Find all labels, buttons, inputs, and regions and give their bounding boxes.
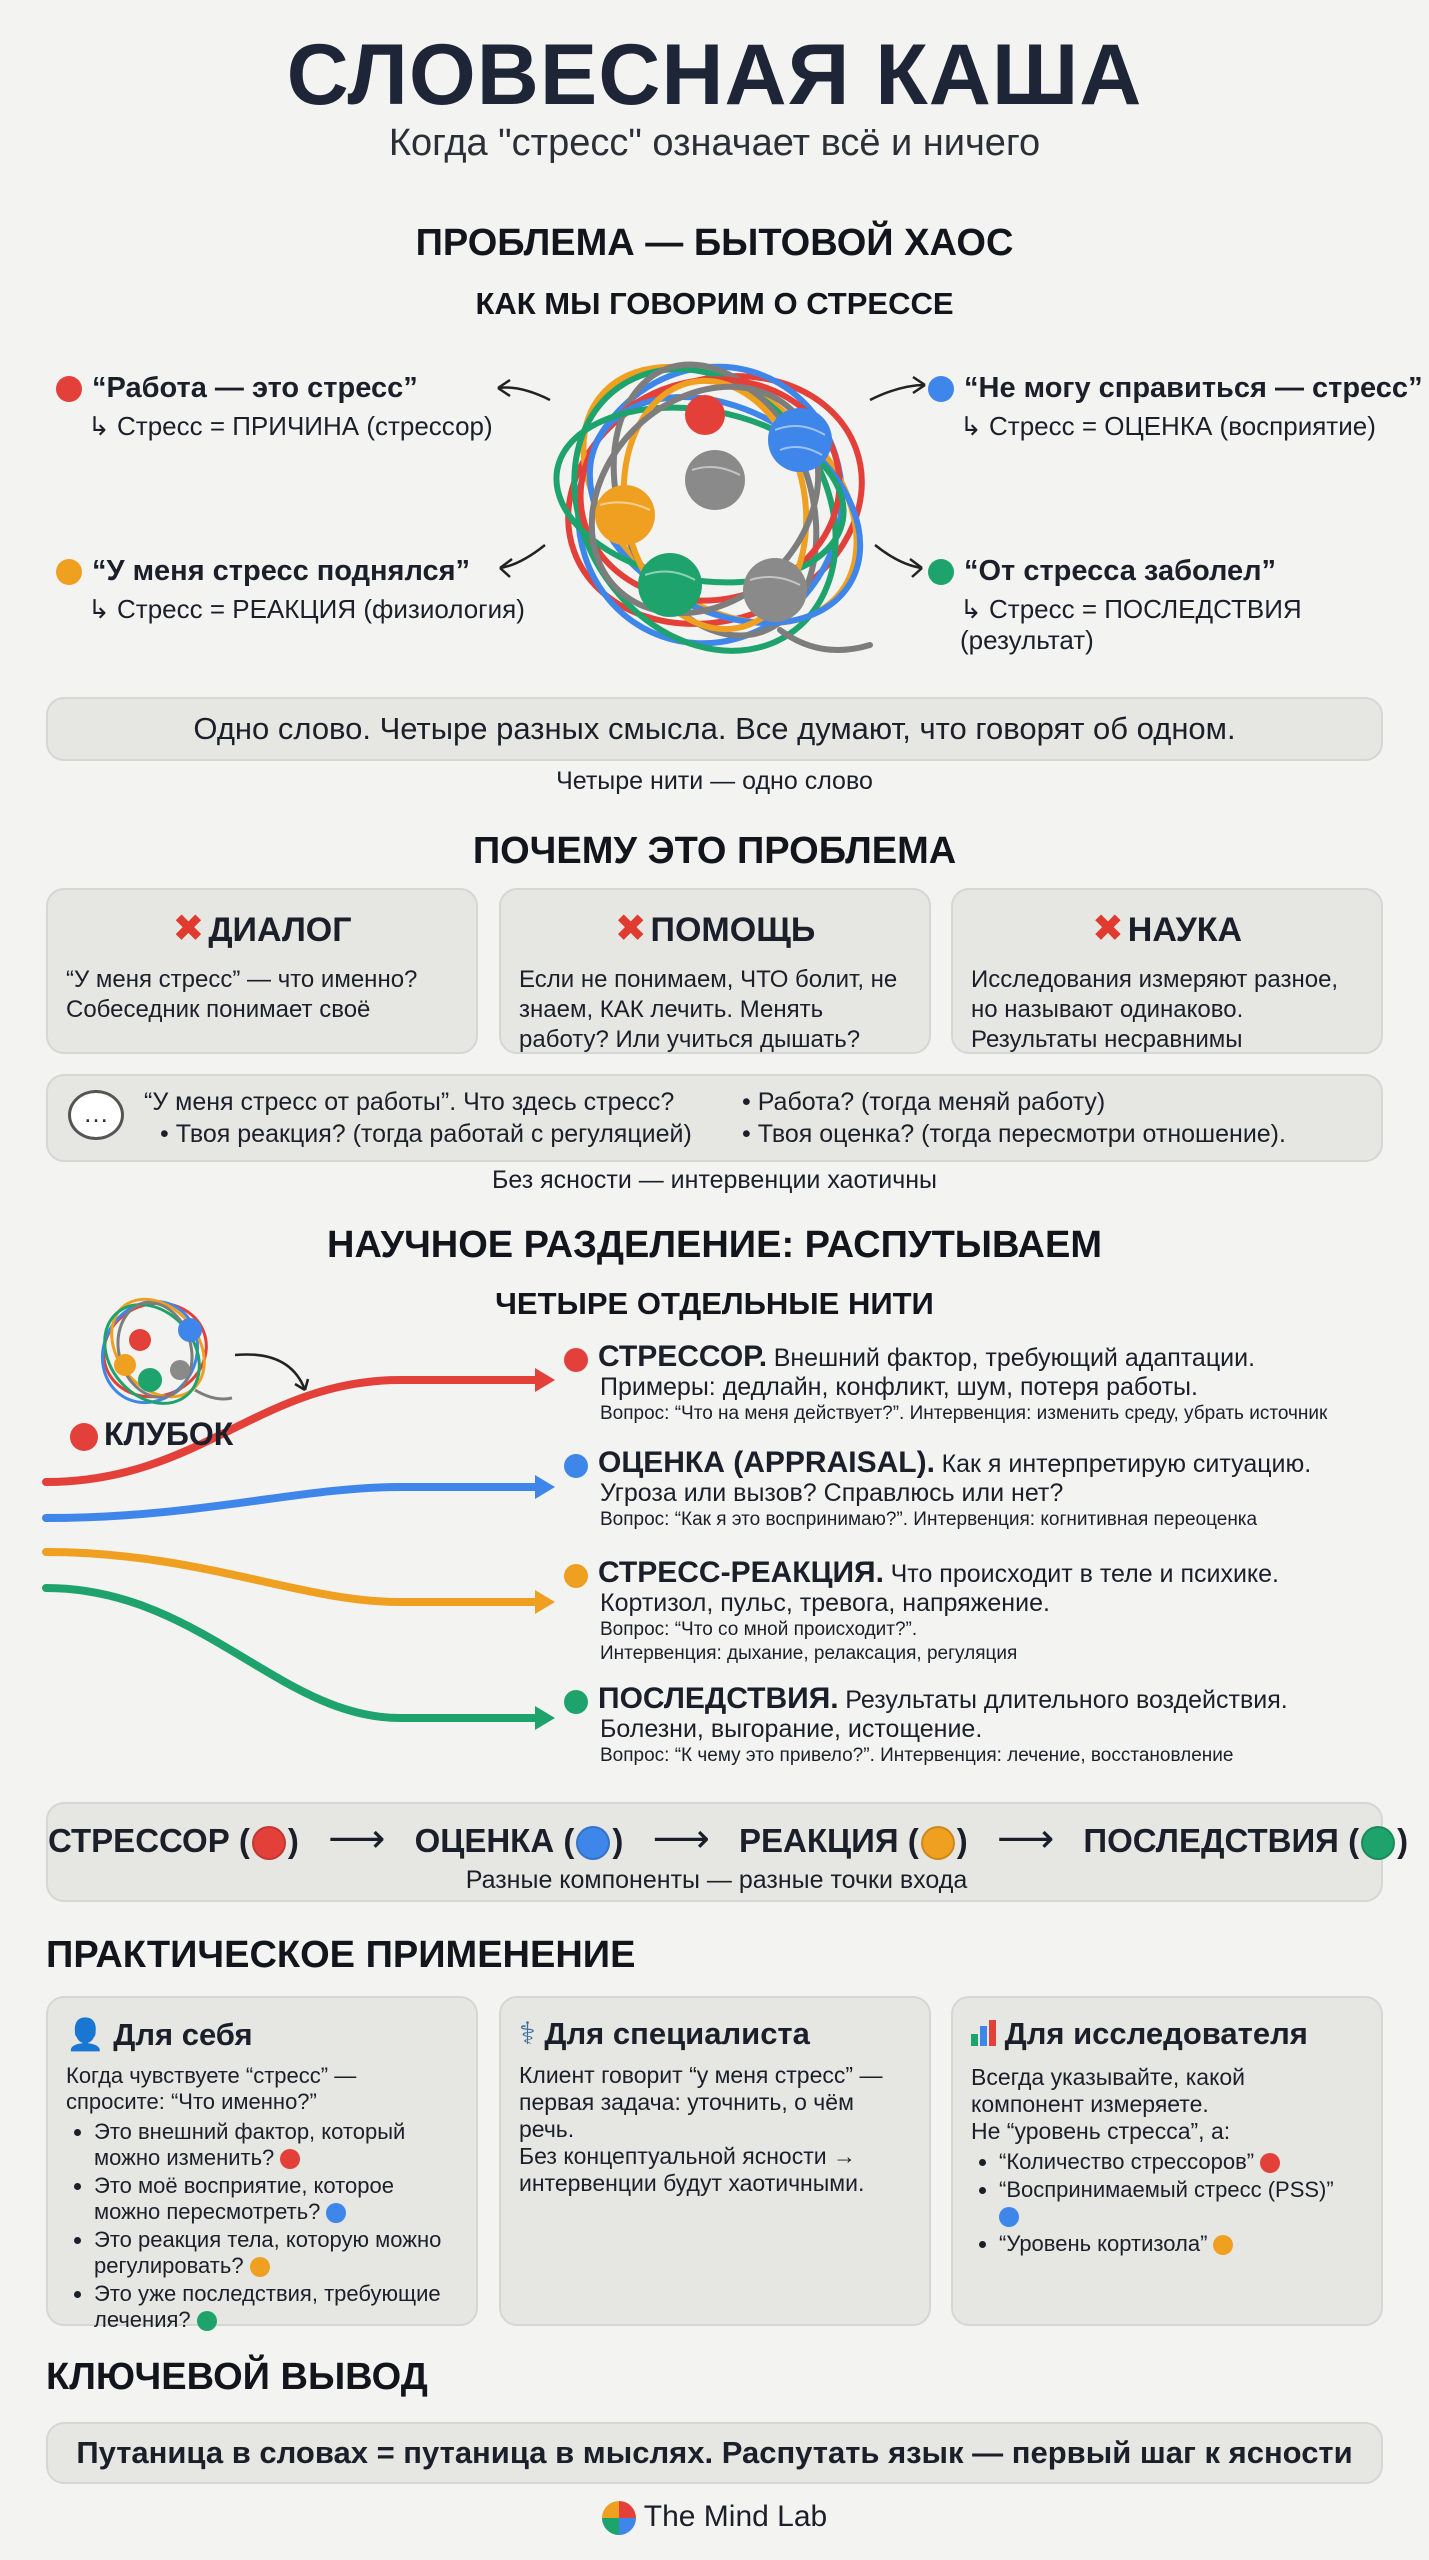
card-dialog: ✖ ДИАЛОГ “У меня стресс” — что именно? Собеседник понимает своё <box>46 888 478 1054</box>
blue-dot-icon <box>326 2203 346 2223</box>
ball-label: КЛУБОК <box>70 1416 233 1453</box>
orange-dot-icon <box>564 1564 588 1588</box>
science-subheading: ЧЕТЫРЕ ОТДЕЛЬНЫЕ НИТИ <box>495 1286 934 1321</box>
quote-appraisal: “Не могу справиться — стресс” ↳ Стресс = ОЦЕНКА (восприятие) <box>928 372 1423 442</box>
yarn-icon <box>70 1423 98 1451</box>
green-dot-icon <box>197 2311 217 2331</box>
why-caption: Без ясности — интервенции хаотичны <box>491 1166 938 1194</box>
red-dot-icon <box>564 1348 588 1372</box>
card-science: ✖ НАУКА Исследования измеряют разное, но называют одинаково. Результаты несравнимы <box>951 888 1383 1054</box>
cross-icon: ✖ <box>614 908 647 950</box>
blue-dot-icon <box>564 1454 588 1478</box>
problem-subheading: КАК МЫ ГОВОРИМ О СТРЕССЕ <box>475 286 954 321</box>
page-subtitle: Когда "стресс" означает всё и ничего <box>388 122 1041 164</box>
quote-cause: “Работа — это стресс” ↳ Стресс = ПРИЧИНА (стрессор) <box>56 372 493 442</box>
practice-self-card: 👤 Для себя Когда чувствуете “стресс” — спросите: “Что именно?” • Это внешний фактор, который можно изменить? • Это моё восприятие, которое можно пересмотреть? • Это реакция тела, которую можно регулировать? • Это уже последствия, требующие лечения? <box>46 1996 478 2326</box>
person-icon: 👤 <box>66 2017 105 2052</box>
footer-brand: The Mind Lab <box>0 2500 1429 2535</box>
blue-dot-icon <box>576 1826 610 1860</box>
bar-chart-icon <box>971 2018 996 2054</box>
arrow-icon: ⟶ <box>996 1817 1055 1861</box>
arrow-icon: ⟶ <box>652 1817 710 1861</box>
why-heading: ПОЧЕМУ ЭТО ПРОБЛЕМА <box>472 830 957 872</box>
speech-bubble-icon: … <box>68 1090 124 1140</box>
thread-consequences: ПОСЛЕДСТВИЯ. Результаты длительного воздействия. Болезни, выгорание, истощение. Вопрос: “К чему это привело?”. Интервенция: лечение, восстановление <box>564 1684 1424 1768</box>
practice-researcher-card: Для исследователя Всегда указывайте, какой компонент измеряете. Не “уровень стресса”, а: • “Количество стрессоров” • “Воспринимаемый стресс (PSS)” • “Уровень кортизола” <box>951 1996 1383 2326</box>
stethoscope-icon: ⚕ <box>519 2016 536 2051</box>
thread-stressor: СТРЕССОР. Внешний фактор, требующий адаптации. Примеры: дедлайн, конфликт, шум, потеря работы. Вопрос: “Что на меня действует?”. Интервенция: изменить среду, убрать источник <box>564 1342 1424 1426</box>
red-dot-icon <box>56 376 82 402</box>
red-dot-icon <box>252 1826 286 1860</box>
quote-consequences: “От стресса заболел” ↳ Стресс = ПОСЛЕДСТВИЯ (результат) <box>928 555 1302 656</box>
orange-dot-icon <box>1213 2235 1233 2255</box>
blue-dot-icon <box>999 2207 1019 2227</box>
flow-caption: Разные компоненты — разные точки входа <box>465 1866 968 1894</box>
science-heading: НАУЧНОЕ РАЗДЕЛЕНИЕ: РАСПУТЫВАЕМ <box>327 1224 1102 1266</box>
page-title: СЛОВЕСНАЯ КАША <box>286 27 1143 123</box>
green-dot-icon <box>564 1690 588 1714</box>
brain-logo-icon <box>602 2501 636 2535</box>
thread-reaction: СТРЕСС-РЕАКЦИЯ. Что происходит в теле и психике. Кортизол, пульс, тревога, напряжение. Вопрос: “Что со мной происходит?”. Интервенция: дыхание, релаксация, регуляция <box>564 1558 1424 1666</box>
conclusion-banner: Путаница в словах = путаница в мыслях. Распутать язык — первый шаг к ясности <box>46 2422 1383 2484</box>
thread-appraisal: ОЦЕНКА (APPRAISAL). Как я интерпретирую ситуацию. Угроза или вызов? Справлюсь или нет? Вопрос: “Как я это воспринимаю?”. Интервенция: когнитивная переоценка <box>564 1448 1424 1532</box>
problem-heading: ПРОБЛЕМА — БЫТОВОЙ ХАОС <box>415 222 1014 264</box>
practice-heading: ПРАКТИЧЕСКОЕ ПРИМЕНЕНИЕ <box>46 1934 636 1976</box>
blue-dot-icon <box>928 376 954 402</box>
cross-icon: ✖ <box>1091 908 1124 950</box>
conclusion-heading: КЛЮЧЕВОЙ ВЫВОД <box>46 2356 428 2398</box>
practice-specialist-card: ⚕ Для специалиста Клиент говорит “у меня стресс” — первая задача: уточнить, о чём речь. Без концептуальной ясности → интервенции будут хаотичными. <box>499 1996 931 2326</box>
red-dot-icon <box>280 2149 300 2169</box>
problem-caption: Четыре нити — одно слово <box>556 767 873 795</box>
example-box: … “У меня стресс от работы”. Что здесь стресс? • Твоя реакция? (тогда работай с регуляцией) • Работа? (тогда меняй работу) • Твоя оценка? (тогда пересмотри отношение). <box>46 1074 1383 1162</box>
arrow-icon: ⟶ <box>328 1817 386 1861</box>
orange-dot-icon <box>921 1826 955 1860</box>
green-dot-icon <box>1361 1826 1395 1860</box>
card-help: ✖ ПОМОЩЬ Если не понимаем, ЧТО болит, не знаем, КАК лечить. Менять работу? Или учиться дышать? <box>499 888 931 1054</box>
quote-reaction: “У меня стресс поднялся” ↳ Стресс = РЕАКЦИЯ (физиология) <box>56 555 525 625</box>
threads-illustration <box>0 1280 600 1750</box>
flow-box: СТРЕССОР ( ) ⟶ ОЦЕНКА ( ) ⟶ РЕАКЦИЯ ( ) ⟶ ПОСЛЕДСТВИЯ ( ) Разные компоненты — разные точки входа <box>46 1802 1383 1902</box>
orange-dot-icon <box>250 2257 270 2277</box>
orange-dot-icon <box>56 559 82 585</box>
problem-banner: Одно слово. Четыре разных смысла. Все думают, что говорят об одном. <box>46 697 1383 761</box>
red-dot-icon <box>1260 2153 1280 2173</box>
cross-icon: ✖ <box>172 908 205 950</box>
green-dot-icon <box>928 559 954 585</box>
